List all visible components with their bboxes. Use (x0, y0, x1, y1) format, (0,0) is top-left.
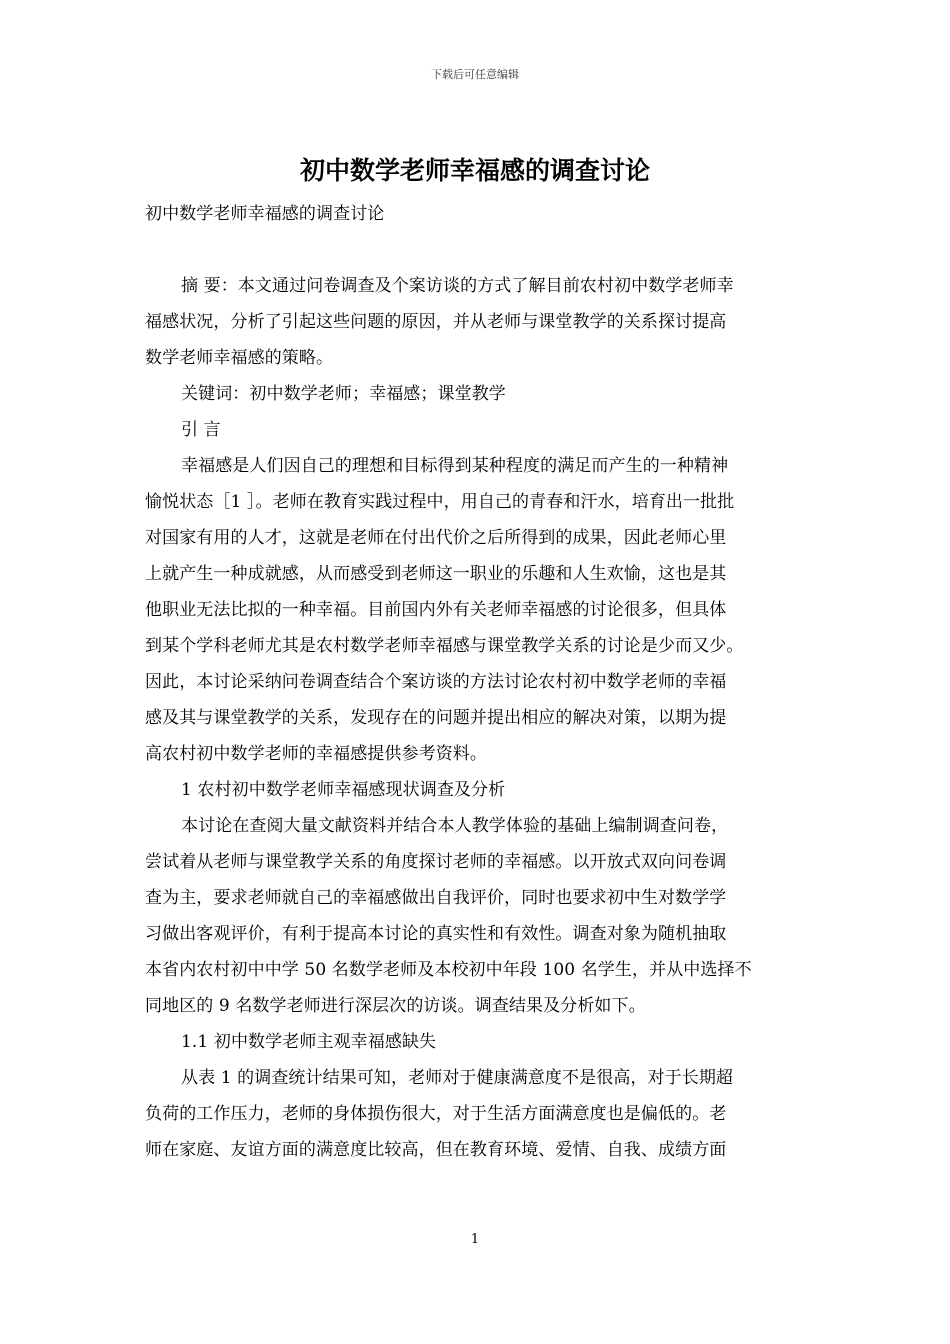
intro-line: 对国家有用的人才，这就是老师在付出代价之后所得到的成果，因此老师心里 (145, 528, 727, 548)
section11-heading (145, 1024, 812, 1060)
intro-line: 他职业无法比拟的一种幸福。目前国内外有关老师幸福感的讨论很多，但具体 (145, 600, 727, 620)
intro-line: 愉悦状态［1 ］。老师在教育实践过程中，用自己的青春和汗水，培育出一批批 (145, 492, 735, 512)
section1-heading (145, 772, 812, 808)
section11-line: 师在家庭、友谊方面的满意度比较高，但在教育环境、爱情、自我、成绩方面 (145, 1140, 727, 1160)
page-number: 1 (470, 1232, 480, 1247)
document-body (145, 196, 812, 1168)
abstract-paragraph (145, 268, 812, 376)
document-title: 初中数学老师幸福感的调查讨论 (299, 156, 650, 185)
section11-line: 负荷的工作压力，老师的身体损伤很大，对于生活方面满意度也是偏低的。老 (145, 1104, 727, 1124)
section1-line: 查为主，要求老师就自己的幸福感做出自我评价，同时也要求初中生对数学学 (145, 888, 727, 908)
blank-line (145, 232, 812, 268)
intro-line: 幸福感是人们因自己的理想和目标得到某种程度的满足而产生的一种精神 (181, 456, 729, 476)
section1-line: 同地区的 9 名数学老师进行深层次的访谈。调查结果及分析如下。 (145, 996, 646, 1016)
section1-paragraph (145, 808, 812, 1024)
intro-line: 上就产生一种成就感，从而感受到老师这一职业的乐趣和人生欢愉，这也是其 (145, 564, 727, 584)
page-header-note: 下载后可任意编辑 (431, 68, 519, 81)
section1-line: 本讨论在查阅大量文献资料并结合本人教学体验的基础上编制调查问卷， (181, 816, 729, 836)
section1-line: 本省内农村初中中学 50 名数学老师及本校初中年段 100 名学生，并从中选择不 (145, 960, 752, 980)
keywords-line: 关键词：初中数学老师；幸福感；课堂教学 (181, 384, 506, 404)
abstract-line: 福感状况，分析了引起这些问题的原因，并从老师与课堂教学的关系探讨提高 (145, 312, 727, 332)
section1-line: 习做出客观评价，有利于提高本讨论的真实性和有效性。调查对象为随机抽取 (145, 924, 727, 944)
intro-line: 高农村初中数学老师的幸福感提供参考资料。 (145, 744, 487, 764)
intro-paragraph (145, 448, 812, 772)
section11-line: 从表 1 的调查统计结果可知，老师对于健康满意度不是很高，对于长期超 (181, 1068, 734, 1088)
intro-line: 因此，本讨论采纳问卷调查结合个案访谈的方法讨论农村初中数学老师的幸福 (145, 672, 727, 692)
abstract-line: 数学老师幸福感的策略。 (145, 348, 334, 368)
section1-line: 尝试着从老师与课堂教学关系的角度探讨老师的幸福感。以开放式双向问卷调 (145, 852, 727, 872)
abstract-line: 摘 要：本文通过问卷调查及个案访谈的方式了解目前农村初中数学老师幸 (181, 276, 734, 296)
keywords-paragraph (145, 376, 812, 412)
section11-heading-text: 1.1 初中数学老师主观幸福感缺失 (181, 1032, 437, 1052)
intro-heading-text: 引 言 (181, 420, 221, 440)
intro-heading (145, 412, 812, 448)
document-subtitle: 初中数学老师幸福感的调查讨论 (145, 204, 385, 224)
section11-paragraph (145, 1060, 812, 1168)
intro-line: 到某个学科老师尤其是农村数学老师幸福感与课堂教学关系的讨论是少而又少。 (145, 636, 744, 656)
section1-heading-text: 1 农村初中数学老师幸福感现状调查及分析 (181, 780, 506, 800)
intro-line: 感及其与课堂教学的关系，发现存在的问题并提出相应的解决对策，以期为提 (145, 708, 727, 728)
